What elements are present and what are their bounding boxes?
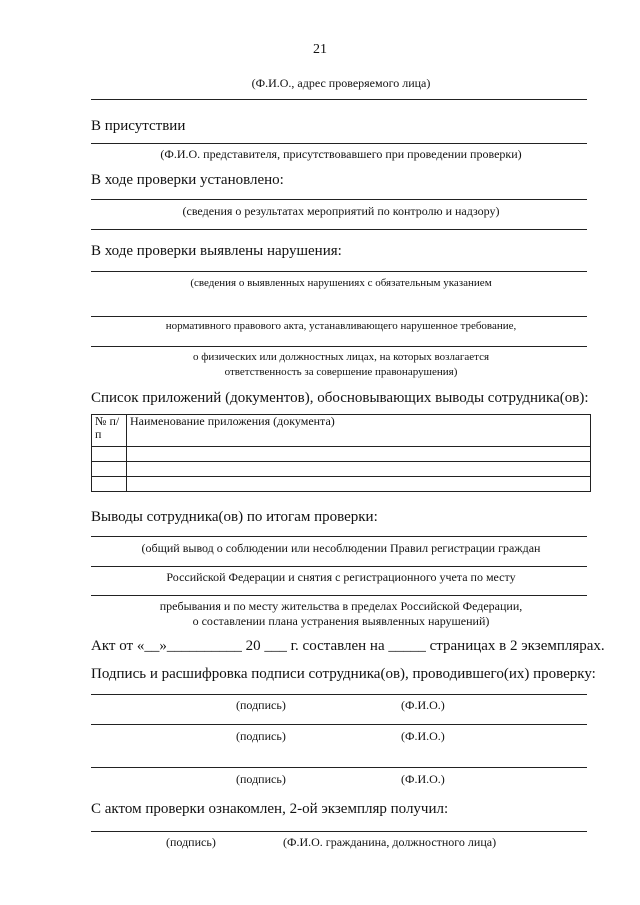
appendix-cell-name: [127, 447, 591, 462]
conclusions-line-1: [91, 536, 587, 537]
signature-caption-2: (подпись): [236, 729, 286, 743]
appendix-row: [92, 447, 591, 462]
conclusions-caption-1: (общий вывод о соблюдении или несоблюдении Правил регистрации граждан: [141, 541, 541, 555]
signature-caption-3: (подпись): [236, 772, 286, 786]
presence-label: В присутствии: [91, 118, 186, 134]
acknowledgement-signature-caption: (подпись): [166, 835, 216, 849]
acknowledgement-label: С актом проверки ознакомлен, 2-ой экземпляр получил:: [91, 801, 449, 817]
appendix-label: Список приложений (документов), обосновывающих выводы сотрудника(ов):: [91, 390, 589, 406]
established-line-2: [91, 229, 587, 230]
violations-line-2: [91, 316, 587, 317]
appendix-row: [92, 462, 591, 477]
presence-caption: (Ф.И.О. представителя, присутствовавшего при проведении проверки): [160, 147, 522, 161]
established-label: В ходе проверки установлено:: [91, 172, 284, 188]
conclusions-line-3: [91, 595, 587, 596]
presence-line: [91, 143, 587, 144]
violations-caption-3a: о физических или должностных лицах, на которых возлагается: [192, 351, 490, 363]
acknowledgement-line: [91, 831, 587, 832]
appendix-cell-name: [127, 477, 591, 492]
inspected-person-caption: (Ф.И.О., адрес проверяемого лица): [251, 76, 431, 90]
signature-line-1: [91, 694, 587, 695]
violations-caption-1: (сведения о выявленных нарушениях с обязательным указанием: [190, 277, 492, 289]
violations-line-3: [91, 346, 587, 347]
appendix-col-name: Наименование приложения (документа): [127, 415, 591, 447]
name-caption-3: (Ф.И.О.): [401, 772, 445, 786]
conclusions-line-2: [91, 566, 587, 567]
appendix-table: [91, 414, 591, 492]
page-number: 21: [313, 42, 327, 57]
appendix-col-num: № п/п: [92, 415, 127, 447]
signature-caption-1: (подпись): [236, 698, 286, 712]
conclusions-caption-2: Российской Федерации и снятия с регистрационного учета по месту: [166, 570, 516, 584]
conclusions-caption-3b: о составлении плана устранения выявленных нарушений): [192, 614, 490, 628]
appendix-header-row: [92, 415, 591, 447]
violations-caption-2: нормативного правового акта, устанавливающего нарушенное требование,: [165, 320, 517, 332]
conclusions-caption-3a: пребывания и по месту жительства в пределах Российской Федерации,: [159, 599, 523, 613]
established-caption: (сведения о результатах мероприятий по контролю и надзору): [182, 204, 500, 218]
name-caption-1: (Ф.И.О.): [401, 698, 445, 712]
appendix-cell-num: [92, 447, 127, 462]
signature-line-2: [91, 724, 587, 725]
name-caption-2: (Ф.И.О.): [401, 729, 445, 743]
inspected-person-line: [91, 99, 587, 100]
signature-line-3: [91, 767, 587, 768]
violations-line-1: [91, 271, 587, 272]
appendix-row: [92, 477, 591, 492]
established-line-1: [91, 199, 587, 200]
appendix-cell-num: [92, 477, 127, 492]
violations-label: В ходе проверки выявлены нарушения:: [91, 243, 342, 259]
conclusions-label: Выводы сотрудника(ов) по итогам проверки:: [91, 509, 378, 525]
act-line: Акт от «__»__________ 20 ___ г. составлен на _____ страницах в 2 экземплярах.: [91, 638, 605, 654]
acknowledgement-name-caption: (Ф.И.О. гражданина, должностного лица): [283, 835, 497, 849]
appendix-cell-name: [127, 462, 591, 477]
signatures-label: Подпись и расшифровка подписи сотрудника(ов), проводившего(их) проверку:: [91, 666, 596, 682]
appendix-cell-num: [92, 462, 127, 477]
violations-caption-3b: ответственность за совершение правонарушения): [224, 366, 458, 378]
